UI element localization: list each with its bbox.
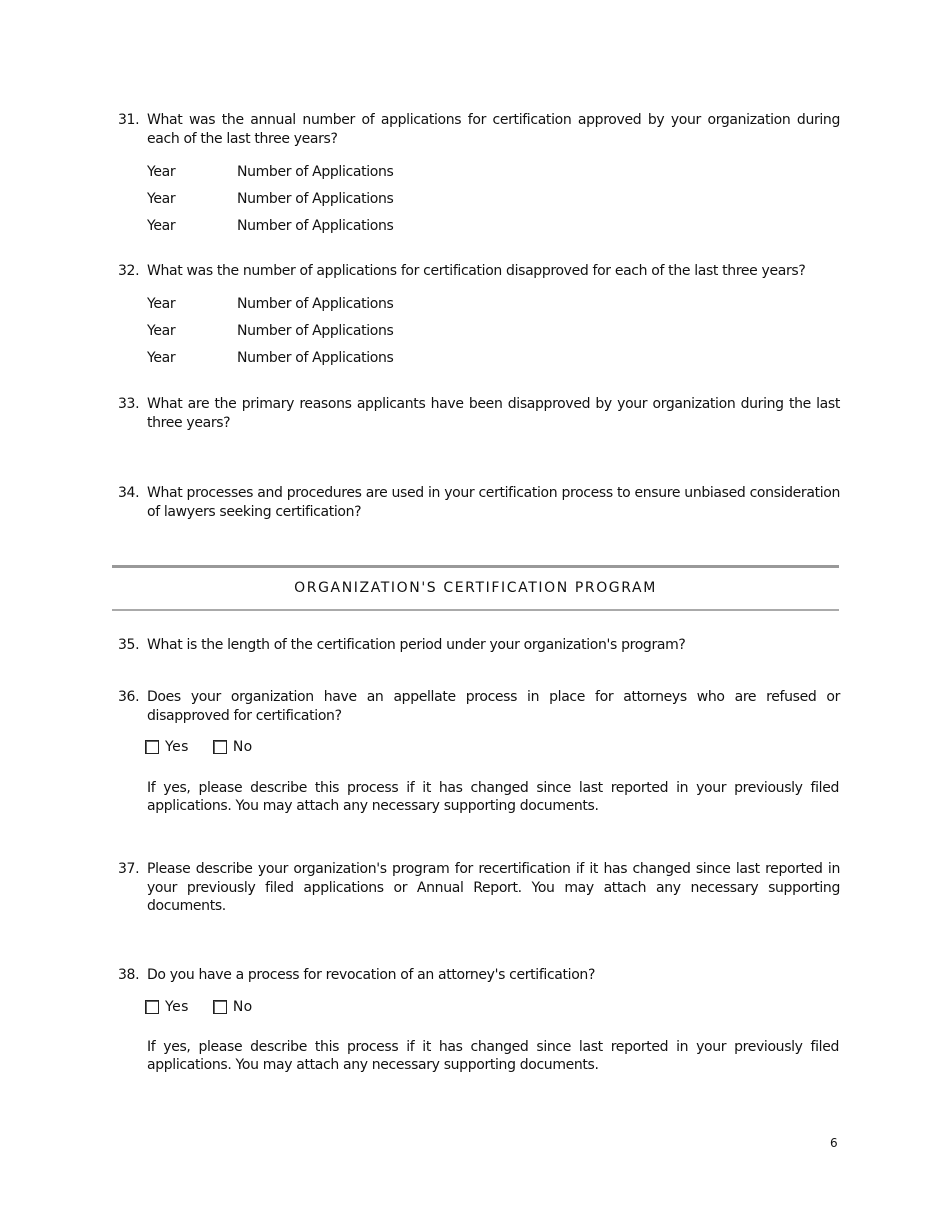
question-34 [118, 484, 840, 521]
question-32 [118, 262, 840, 281]
applications-count-field[interactable]: Number of Applications [237, 191, 394, 207]
followup-instructions: If yes, please describe this process if it has changed since last reported in your previously filed applications. You may attach any necessary supporting documents. [147, 1039, 839, 1073]
revocation-yes-no [145, 999, 277, 1015]
yes-checkbox[interactable] [145, 740, 159, 754]
yes-checkbox[interactable] [145, 1000, 159, 1014]
question-37 [118, 860, 840, 916]
yes-label: Yes [165, 739, 189, 755]
question-number: 35. [118, 637, 140, 653]
no-checkbox[interactable] [213, 1000, 227, 1014]
question-number: 38. [118, 967, 140, 983]
question-number: 32. [118, 263, 140, 279]
applications-count-field[interactable]: Number of Applications [237, 323, 394, 339]
applications-count-field[interactable]: Number of Applications [237, 218, 394, 234]
question-36 [118, 688, 840, 725]
applications-count-field[interactable]: Number of Applications [237, 164, 394, 180]
question-text: What are the primary reasons applicants have been disapproved by your organization during the last three years? [147, 396, 840, 431]
question-38 [118, 966, 840, 985]
year-field[interactable]: Year [147, 164, 176, 180]
question-text: What was the number of applications for certification disapproved for each of the last three years? [147, 263, 806, 279]
year-field[interactable]: Year [147, 350, 176, 366]
section-divider-top [112, 565, 839, 568]
yes-label: Yes [165, 999, 189, 1015]
followup-instructions: If yes, please describe this process if it has changed since last reported in your previously filed applications. You may attach any necessary supporting documents. [147, 780, 839, 814]
question-text: What was the annual number of applications for certification approved by your organization during each of the last three years? [147, 112, 840, 147]
question-33 [118, 395, 840, 432]
question-text: Does your organization have an appellate process in place for attorneys who are refused or disapproved for certification? [147, 689, 840, 724]
question-31 [118, 111, 840, 148]
year-field[interactable]: Year [147, 218, 176, 234]
question-35 [118, 636, 840, 655]
question-text: Do you have a process for revocation of an attorney's certification? [147, 967, 596, 983]
page-number: 6 [830, 1136, 838, 1150]
question-text: Please describe your organization's program for recertification if it has changed since last reported in your previously filed applications or Annual Report. You may attach any necessary supporting documents. [147, 861, 840, 914]
applications-count-field[interactable]: Number of Applications [237, 350, 394, 366]
year-field[interactable]: Year [147, 323, 176, 339]
question-number: 31. [118, 112, 140, 128]
no-label: No [232, 999, 253, 1015]
applications-count-field[interactable]: Number of Applications [237, 296, 394, 312]
year-field[interactable]: Year [147, 296, 176, 312]
year-field[interactable]: Year [147, 191, 176, 207]
appellate-yes-no [145, 739, 277, 755]
question-text: What is the length of the certification period under your organization's program? [147, 637, 686, 653]
question-text: What processes and procedures are used in your certification process to ensure unbiased consideration of lawyers seeking certification? [147, 485, 840, 520]
no-label: No [232, 739, 253, 755]
question-number: 34. [118, 485, 140, 501]
section-divider-bottom [112, 609, 839, 611]
question-number: 33. [118, 396, 140, 412]
section-title: ORGANIZATION'S CERTIFICATION PROGRAM [294, 580, 657, 596]
question-number: 36. [118, 689, 140, 705]
question-number: 37. [118, 861, 140, 877]
no-checkbox[interactable] [213, 740, 227, 754]
